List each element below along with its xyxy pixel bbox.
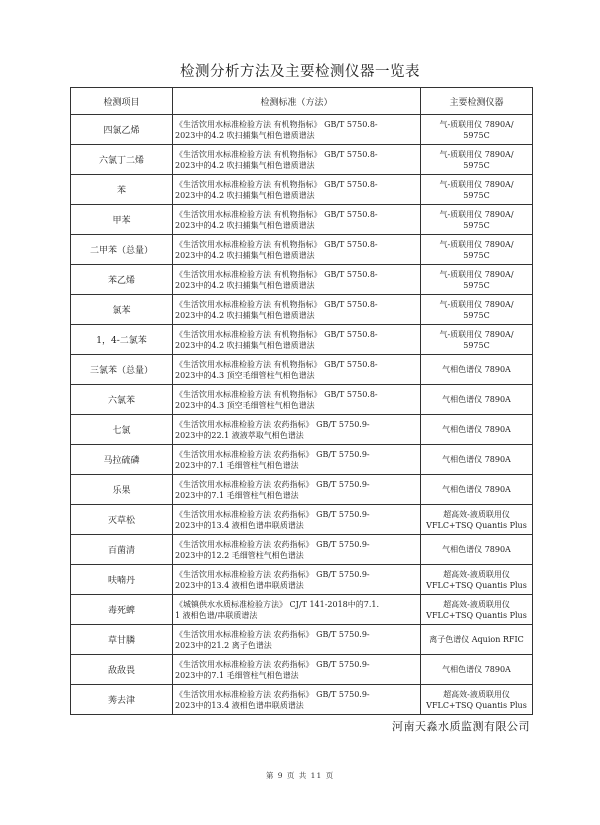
page-footer: 第 9 页 共 11 页 <box>265 771 335 780</box>
instrument-cell <box>421 475 533 505</box>
table-row <box>71 355 533 385</box>
standard-cell <box>173 205 421 235</box>
standard-line-2: 2023中的13.4 液相色谱串联质谱法 <box>175 520 304 530</box>
table-row <box>71 625 533 655</box>
table-row <box>71 655 533 685</box>
header-standard: 检测标准（方法） <box>173 88 421 115</box>
standard-line-1: 《生活饮用水标准检验方法 农药指标》 GB/T 5750.9- <box>175 509 370 519</box>
table-row <box>71 445 533 475</box>
standard-cell <box>173 145 421 175</box>
standard-cell <box>173 655 421 685</box>
instrument-cell <box>421 295 533 325</box>
table-row <box>71 205 533 235</box>
standard-cell <box>173 565 421 595</box>
instrument-line-1: 气-质联用仪 7890A/ <box>439 149 514 159</box>
standard-line-1: 《生活饮用水标准检验方法 有机物指标》 GB/T 5750.8- <box>175 329 378 339</box>
instrument-line-1: 气-质联用仪 7890A/ <box>439 239 514 249</box>
header-item: 检测项目 <box>71 88 173 115</box>
standard-cell <box>173 175 421 205</box>
standard-line-2: 1 液相色谱/串联质谱法 <box>175 610 258 620</box>
instrument-line-2: 5975C <box>463 310 490 320</box>
standard-cell <box>173 595 421 625</box>
test-item-cell: 七氯 <box>71 415 173 445</box>
instrument-line-1: 气-质联用仪 7890A/ <box>439 179 514 189</box>
instrument-cell <box>421 565 533 595</box>
table-row <box>71 235 533 265</box>
standard-cell <box>173 235 421 265</box>
instrument-line-2: 5975C <box>463 250 490 260</box>
standard-line-2: 2023中的4.2 吹扫捕集气相色谱质谱法 <box>175 310 315 320</box>
standard-cell <box>173 505 421 535</box>
instrument-cell <box>421 115 533 145</box>
standard-line-2: 2023中的22.1 液液萃取气相色谱法 <box>175 430 304 440</box>
test-item-cell: 二甲苯（总量） <box>71 235 173 265</box>
instrument-line-1: 气-质联用仪 7890A/ <box>439 119 514 129</box>
table-row <box>71 385 533 415</box>
standard-cell <box>173 535 421 565</box>
instrument-line-2: VFLC+TSQ Quantis Plus <box>426 700 527 710</box>
instrument-cell <box>421 325 533 355</box>
standard-cell <box>173 625 421 655</box>
instrument-line-1: 气相色谱仪 7890A <box>442 425 511 434</box>
standard-line-2: 2023中的4.2 吹扫捕集气相色谱质谱法 <box>175 250 315 260</box>
test-item-cell: 甲苯 <box>71 205 173 235</box>
standard-line-1: 《生活饮用水标准检验方法 农药指标》 GB/T 5750.9- <box>175 689 370 699</box>
instrument-cell <box>421 235 533 265</box>
standard-line-2: 2023中的13.4 液相色谱串联质谱法 <box>175 700 304 710</box>
instrument-line-2: 5975C <box>463 220 490 230</box>
test-item-cell: 呋喃丹 <box>71 565 173 595</box>
standard-line-1: 《生活饮用水标准检验方法 农药指标》 GB/T 5750.9- <box>175 629 370 639</box>
standard-line-2: 2023中的7.1 毛细管柱气相色谱法 <box>175 670 299 680</box>
instrument-line-2: 5975C <box>463 280 490 290</box>
standard-cell <box>173 385 421 415</box>
instrument-cell <box>421 145 533 175</box>
standard-line-1: 《生活饮用水标准检验方法 农药指标》 GB/T 5750.9- <box>175 449 370 459</box>
standard-line-1: 《生活饮用水标准检验方法 有机物指标》 GB/T 5750.8- <box>175 179 378 189</box>
instrument-line-2: VFLC+TSQ Quantis Plus <box>426 520 527 530</box>
instrument-line-1: 超高效-液质联用仪 <box>443 599 510 609</box>
methods-table <box>70 87 533 715</box>
instrument-line-2: 5975C <box>463 130 490 140</box>
table-header-row <box>71 88 533 115</box>
company-name: 河南天淼水质监测有限公司 <box>392 720 530 733</box>
instrument-line-1: 气-质联用仪 7890A/ <box>439 209 514 219</box>
standard-cell <box>173 475 421 505</box>
instrument-line-2: VFLC+TSQ Quantis Plus <box>426 580 527 590</box>
test-item-cell: 1，4-二氯苯 <box>71 325 173 355</box>
table-row <box>71 325 533 355</box>
instrument-line-2: 5975C <box>463 340 490 350</box>
instrument-line-1: 气相色谱仪 7890A <box>442 485 511 494</box>
table-row <box>71 145 533 175</box>
test-item-cell: 莠去津 <box>71 685 173 715</box>
standard-cell <box>173 115 421 145</box>
standard-line-1: 《生活饮用水标准检验方法 有机物指标》 GB/T 5750.8- <box>175 269 378 279</box>
instrument-cell <box>421 415 533 445</box>
table-row <box>71 685 533 715</box>
table-row <box>71 565 533 595</box>
standard-line-1: 《生活饮用水标准检验方法 农药指标》 GB/T 5750.9- <box>175 419 370 429</box>
header-instrument: 主要检测仪器 <box>421 88 533 115</box>
standard-line-2: 2023中的4.3 顶空毛细管柱气相色谱法 <box>175 400 315 410</box>
test-item-cell: 百菌清 <box>71 535 173 565</box>
instrument-cell <box>421 445 533 475</box>
instrument-cell <box>421 595 533 625</box>
table-row <box>71 595 533 625</box>
instrument-line-1: 气相色谱仪 7890A <box>442 395 511 404</box>
standard-line-2: 2023中的13.4 液相色谱串联质谱法 <box>175 580 304 590</box>
test-item-cell: 六氯苯 <box>71 385 173 415</box>
test-item-cell: 苯乙烯 <box>71 265 173 295</box>
standard-line-2: 2023中的7.1 毛细管柱气相色谱法 <box>175 460 299 470</box>
table-row <box>71 265 533 295</box>
standard-line-1: 《生活饮用水标准检验方法 农药指标》 GB/T 5750.9- <box>175 659 370 669</box>
instrument-cell <box>421 205 533 235</box>
instrument-cell <box>421 175 533 205</box>
standard-cell <box>173 415 421 445</box>
standard-line-2: 2023中的4.3 顶空毛细管柱气相色谱法 <box>175 370 315 380</box>
test-item-cell: 草甘膦 <box>71 625 173 655</box>
instrument-line-1: 气相色谱仪 7890A <box>442 545 511 554</box>
standard-line-2: 2023中的4.2 吹扫捕集气相色谱质谱法 <box>175 190 315 200</box>
standard-line-1: 《生活饮用水标准检验方法 农药指标》 GB/T 5750.9- <box>175 569 370 579</box>
instrument-line-1: 气-质联用仪 7890A/ <box>439 299 514 309</box>
standard-line-1: 《生活饮用水标准检验方法 农药指标》 GB/T 5750.9- <box>175 539 370 549</box>
table-body <box>71 115 533 715</box>
test-item-cell: 乐果 <box>71 475 173 505</box>
test-item-cell: 毒死蜱 <box>71 595 173 625</box>
table-row <box>71 475 533 505</box>
instrument-line-2: VFLC+TSQ Quantis Plus <box>426 610 527 620</box>
table-row <box>71 535 533 565</box>
standard-line-1: 《生活饮用水标准检验方法 有机物指标》 GB/T 5750.8- <box>175 119 378 129</box>
instrument-line-1: 气相色谱仪 7890A <box>442 365 511 374</box>
instrument-cell <box>421 385 533 415</box>
standard-line-1: 《生活饮用水标准检验方法 有机物指标》 GB/T 5750.8- <box>175 359 378 369</box>
standard-line-1: 《生活饮用水标准检验方法 有机物指标》 GB/T 5750.8- <box>175 209 378 219</box>
test-item-cell: 六氯丁二烯 <box>71 145 173 175</box>
standard-cell <box>173 265 421 295</box>
standard-line-2: 2023中的4.2 吹扫捕集气相色谱质谱法 <box>175 280 315 290</box>
standard-line-2: 2023中的4.2 吹扫捕集气相色谱质谱法 <box>175 340 315 350</box>
standard-line-2: 2023中的4.2 吹扫捕集气相色谱质谱法 <box>175 220 315 230</box>
standard-cell <box>173 295 421 325</box>
table-row <box>71 505 533 535</box>
test-item-cell: 三氯苯（总量） <box>71 355 173 385</box>
standard-cell <box>173 445 421 475</box>
standard-line-1: 《生活饮用水标准检验方法 农药指标》 GB/T 5750.9- <box>175 479 370 489</box>
test-item-cell: 马拉硫磷 <box>71 445 173 475</box>
standard-line-1: 《生活饮用水标准检验方法 有机物指标》 GB/T 5750.8- <box>175 239 378 249</box>
instrument-cell <box>421 535 533 565</box>
standard-line-2: 2023中的4.2 吹扫捕集气相色谱质谱法 <box>175 160 315 170</box>
standard-cell <box>173 685 421 715</box>
instrument-cell <box>421 505 533 535</box>
test-item-cell: 灭草松 <box>71 505 173 535</box>
instrument-line-2: 5975C <box>463 190 490 200</box>
instrument-line-1: 超高效-液质联用仪 <box>443 689 510 699</box>
table-row <box>71 295 533 325</box>
standard-cell <box>173 325 421 355</box>
instrument-cell <box>421 655 533 685</box>
instrument-line-1: 气-质联用仪 7890A/ <box>439 329 514 339</box>
instrument-line-1: 气相色谱仪 7890A <box>442 455 511 464</box>
instrument-line-1: 气-质联用仪 7890A/ <box>439 269 514 279</box>
standard-cell <box>173 355 421 385</box>
test-item-cell: 苯 <box>71 175 173 205</box>
instrument-cell <box>421 625 533 655</box>
instrument-cell <box>421 355 533 385</box>
standard-line-2: 2023中的4.2 吹扫捕集气相色谱质谱法 <box>175 130 315 140</box>
table-row <box>71 115 533 145</box>
standard-line-1: 《城镇供水水质标准检验方法》 CJ/T 141-2018中的7.1. <box>175 599 380 609</box>
instrument-line-1: 离子色谱仪 Aquion RFIC <box>429 635 524 644</box>
standard-line-1: 《生活饮用水标准检验方法 有机物指标》 GB/T 5750.8- <box>175 299 378 309</box>
standard-line-1: 《生活饮用水标准检验方法 有机物指标》 GB/T 5750.8- <box>175 389 378 399</box>
instrument-cell <box>421 265 533 295</box>
page-title: 检测分析方法及主要检测仪器一览表 <box>180 64 420 80</box>
instrument-line-2: 5975C <box>463 160 490 170</box>
standard-line-2: 2023中的21.2 离子色谱法 <box>175 640 272 650</box>
table-row <box>71 175 533 205</box>
test-item-cell: 氯苯 <box>71 295 173 325</box>
test-item-cell: 四氯乙烯 <box>71 115 173 145</box>
test-item-cell: 敌敌畏 <box>71 655 173 685</box>
instrument-line-1: 超高效-液质联用仪 <box>443 569 510 579</box>
standard-line-2: 2023中的12.2 毛细管柱气相色谱法 <box>175 550 304 560</box>
instrument-cell <box>421 685 533 715</box>
table-row <box>71 415 533 445</box>
instrument-line-1: 超高效-液质联用仪 <box>443 509 510 519</box>
instrument-line-1: 气相色谱仪 7890A <box>442 665 511 674</box>
standard-line-2: 2023中的7.1 毛细管柱气相色谱法 <box>175 490 299 500</box>
standard-line-1: 《生活饮用水标准检验方法 有机物指标》 GB/T 5750.8- <box>175 149 378 159</box>
